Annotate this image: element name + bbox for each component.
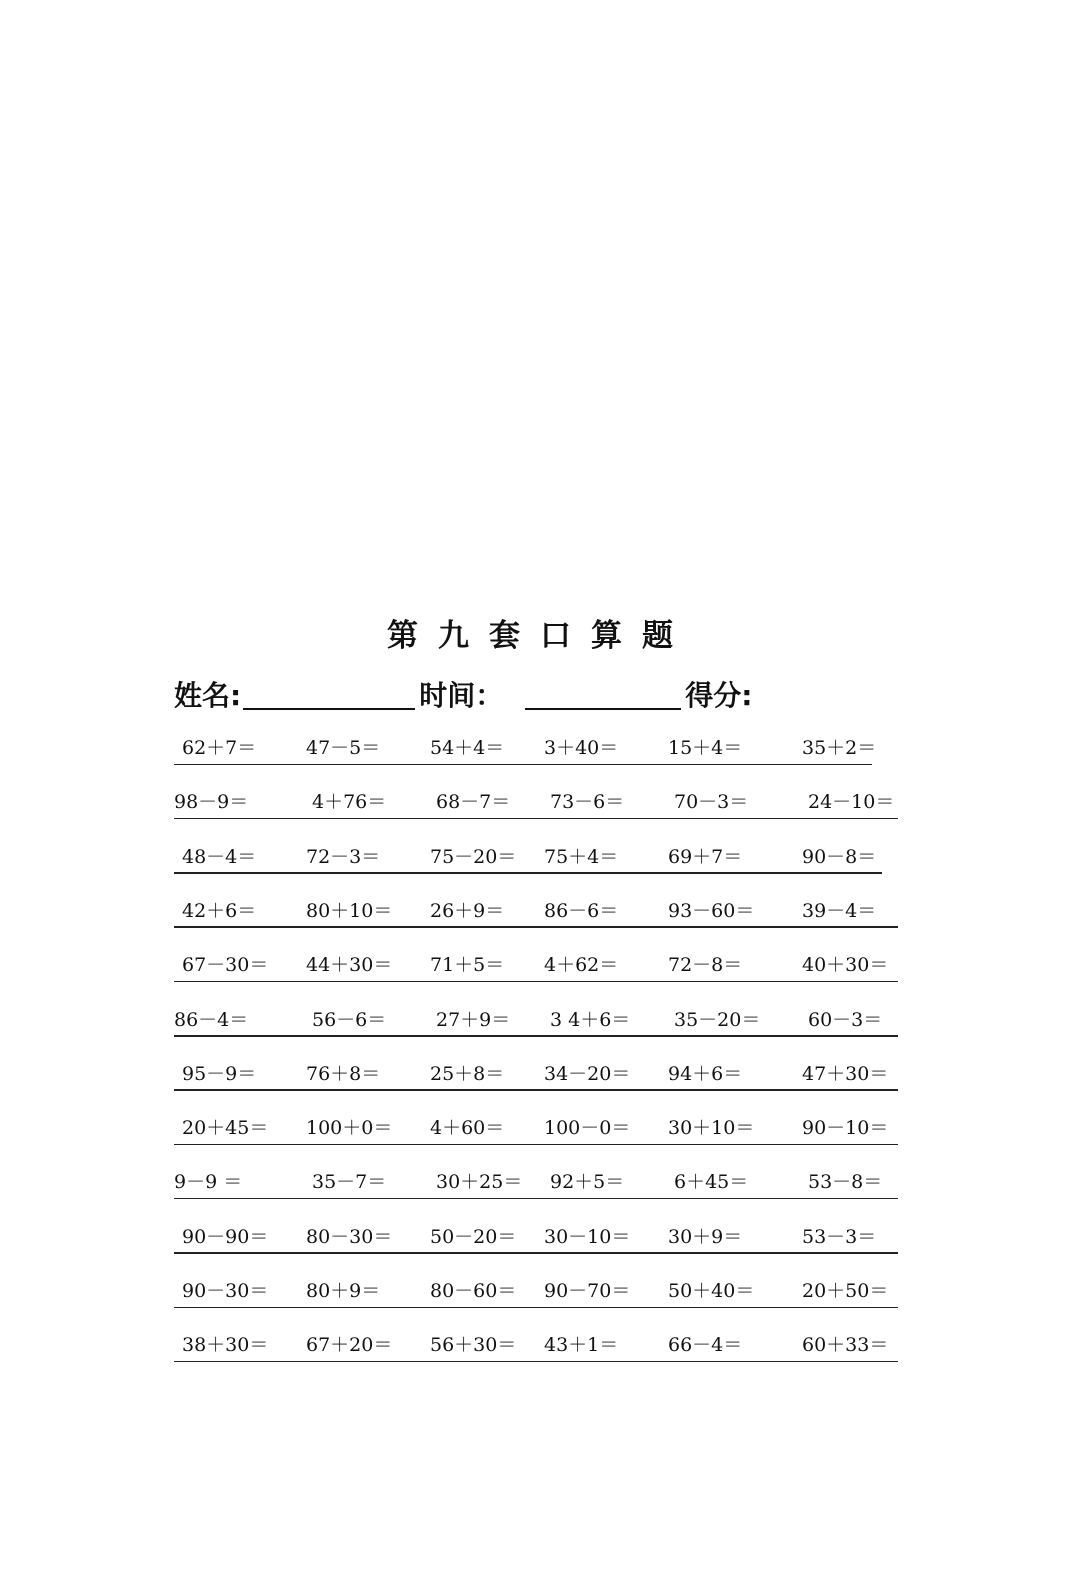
answer-rule <box>174 1144 898 1146</box>
math-problem: 68－7＝ <box>436 791 511 814</box>
math-problem: 92＋5＝ <box>550 1171 625 1194</box>
time-blank[interactable] <box>525 708 681 710</box>
math-problem: 26＋9＝ <box>430 899 505 922</box>
problem-row <box>174 1007 898 1037</box>
math-problem: 47＋30＝ <box>802 1062 889 1085</box>
math-problem: 72－8＝ <box>668 954 743 977</box>
math-problem: 4＋60＝ <box>430 1117 505 1140</box>
math-problem: 62＋7＝ <box>182 737 257 759</box>
math-problem: 86－6＝ <box>544 899 619 922</box>
math-problem: 80－60＝ <box>430 1280 517 1302</box>
math-problem: 4＋76＝ <box>312 791 387 814</box>
math-problem: 100－0＝ <box>544 1117 631 1140</box>
math-problem: 90－10＝ <box>802 1117 889 1140</box>
math-problem: 53－3＝ <box>802 1225 877 1248</box>
answer-rule <box>174 818 898 820</box>
answer-rule <box>174 1035 898 1037</box>
math-problem: 35－7＝ <box>312 1171 387 1194</box>
math-problem: 43＋1＝ <box>544 1334 619 1357</box>
math-problem: 86－4＝ <box>174 1008 249 1031</box>
math-problem: 67－30＝ <box>182 954 269 977</box>
math-problem: 53－8＝ <box>808 1171 883 1194</box>
math-problem: 24－10＝ <box>808 791 895 814</box>
math-problem: 60－3＝ <box>808 1008 883 1031</box>
math-problem: 70－3＝ <box>674 791 749 814</box>
math-problem: 67＋20＝ <box>306 1334 393 1357</box>
answer-rule <box>174 1361 898 1363</box>
problem-row <box>174 1061 898 1091</box>
math-problem: 20＋45＝ <box>182 1117 269 1140</box>
answer-rule <box>174 926 898 928</box>
name-label: 姓名: <box>174 679 242 712</box>
math-problem: 35－20＝ <box>674 1008 761 1031</box>
math-problem: 40＋30＝ <box>802 954 889 977</box>
math-problem: 42＋6＝ <box>182 899 257 922</box>
math-problem: 95－9＝ <box>182 1062 257 1085</box>
math-problem: 75－20＝ <box>430 845 517 868</box>
problem-row <box>174 1169 898 1199</box>
math-problem: 80＋10＝ <box>306 899 393 922</box>
problem-row <box>174 1115 898 1145</box>
math-problem: 72－3＝ <box>306 845 381 868</box>
math-problem: 100＋0＝ <box>306 1117 393 1140</box>
answer-rule <box>174 764 872 766</box>
problem-row <box>174 898 898 928</box>
name-blank[interactable] <box>243 708 415 710</box>
math-problem: 3＋40＝ <box>544 737 619 759</box>
math-problem: 76＋8＝ <box>306 1062 381 1085</box>
time-label: 时间： <box>419 679 504 712</box>
problem-row <box>174 1332 898 1362</box>
math-problem: 38＋30＝ <box>182 1334 269 1357</box>
math-problem: 75＋4＝ <box>544 845 619 868</box>
problem-row <box>174 1278 898 1308</box>
math-problem: 56－6＝ <box>312 1008 387 1031</box>
math-problem: 9－9 ＝ <box>174 1171 243 1194</box>
math-problem: 48－4＝ <box>182 845 257 868</box>
math-problem: 25＋8＝ <box>430 1062 505 1085</box>
math-problem: 56＋30＝ <box>430 1334 517 1357</box>
math-problem: 60＋33＝ <box>802 1334 889 1357</box>
math-problem: 93－60＝ <box>668 899 755 922</box>
math-problem: 98－9＝ <box>174 791 249 814</box>
student-info-line <box>174 672 752 716</box>
math-problem: 73－6＝ <box>550 791 625 814</box>
answer-rule <box>174 1307 898 1309</box>
math-problem: 94＋6＝ <box>668 1062 743 1085</box>
math-problem: 71＋5＝ <box>430 954 505 977</box>
math-problem: 6＋45＝ <box>674 1171 749 1194</box>
math-problem: 50＋40＝ <box>668 1280 755 1302</box>
math-problem: 15＋4＝ <box>668 737 743 759</box>
problem-row <box>174 844 898 874</box>
math-problem: 30＋10＝ <box>668 1117 755 1140</box>
answer-rule <box>174 1089 898 1091</box>
math-problem: 47－5＝ <box>306 737 381 759</box>
math-problem: 54＋4＝ <box>430 737 505 759</box>
worksheet-title: 第九套口算题 <box>387 618 693 654</box>
math-problem: 90－30＝ <box>182 1280 269 1302</box>
answer-rule <box>174 1198 898 1200</box>
math-problem: 39－4＝ <box>802 899 877 922</box>
math-problem: 90－70＝ <box>544 1280 631 1302</box>
problem-row <box>174 952 898 982</box>
score-label: 得分: <box>685 679 753 712</box>
math-problem: 66－4＝ <box>668 1334 743 1357</box>
answer-rule <box>174 872 882 874</box>
answer-rule <box>174 981 898 983</box>
math-problem: 35＋2＝ <box>802 737 877 759</box>
problem-row <box>174 1224 898 1254</box>
math-problem: 30＋25＝ <box>436 1171 523 1194</box>
math-problem: 44＋30＝ <box>306 954 393 977</box>
math-problem: 27＋9＝ <box>436 1008 511 1031</box>
math-problem: 90－8＝ <box>802 845 877 868</box>
answer-rule <box>174 1252 898 1254</box>
math-problem: 4＋62＝ <box>544 954 619 977</box>
math-problem: 80－30＝ <box>306 1225 393 1248</box>
math-problem: 90－90＝ <box>182 1225 269 1248</box>
math-problem: 3 4＋6＝ <box>550 1008 631 1031</box>
math-problem: 30－10＝ <box>544 1225 631 1248</box>
problem-row <box>174 735 898 765</box>
math-problem: 80＋9＝ <box>306 1280 381 1302</box>
problem-row <box>174 789 898 819</box>
math-problem: 30＋9＝ <box>668 1225 743 1248</box>
math-problem: 69＋7＝ <box>668 845 743 868</box>
math-problem: 34－20＝ <box>544 1062 631 1085</box>
math-problem: 20＋50＝ <box>802 1280 889 1302</box>
math-problem: 50－20＝ <box>430 1225 517 1248</box>
